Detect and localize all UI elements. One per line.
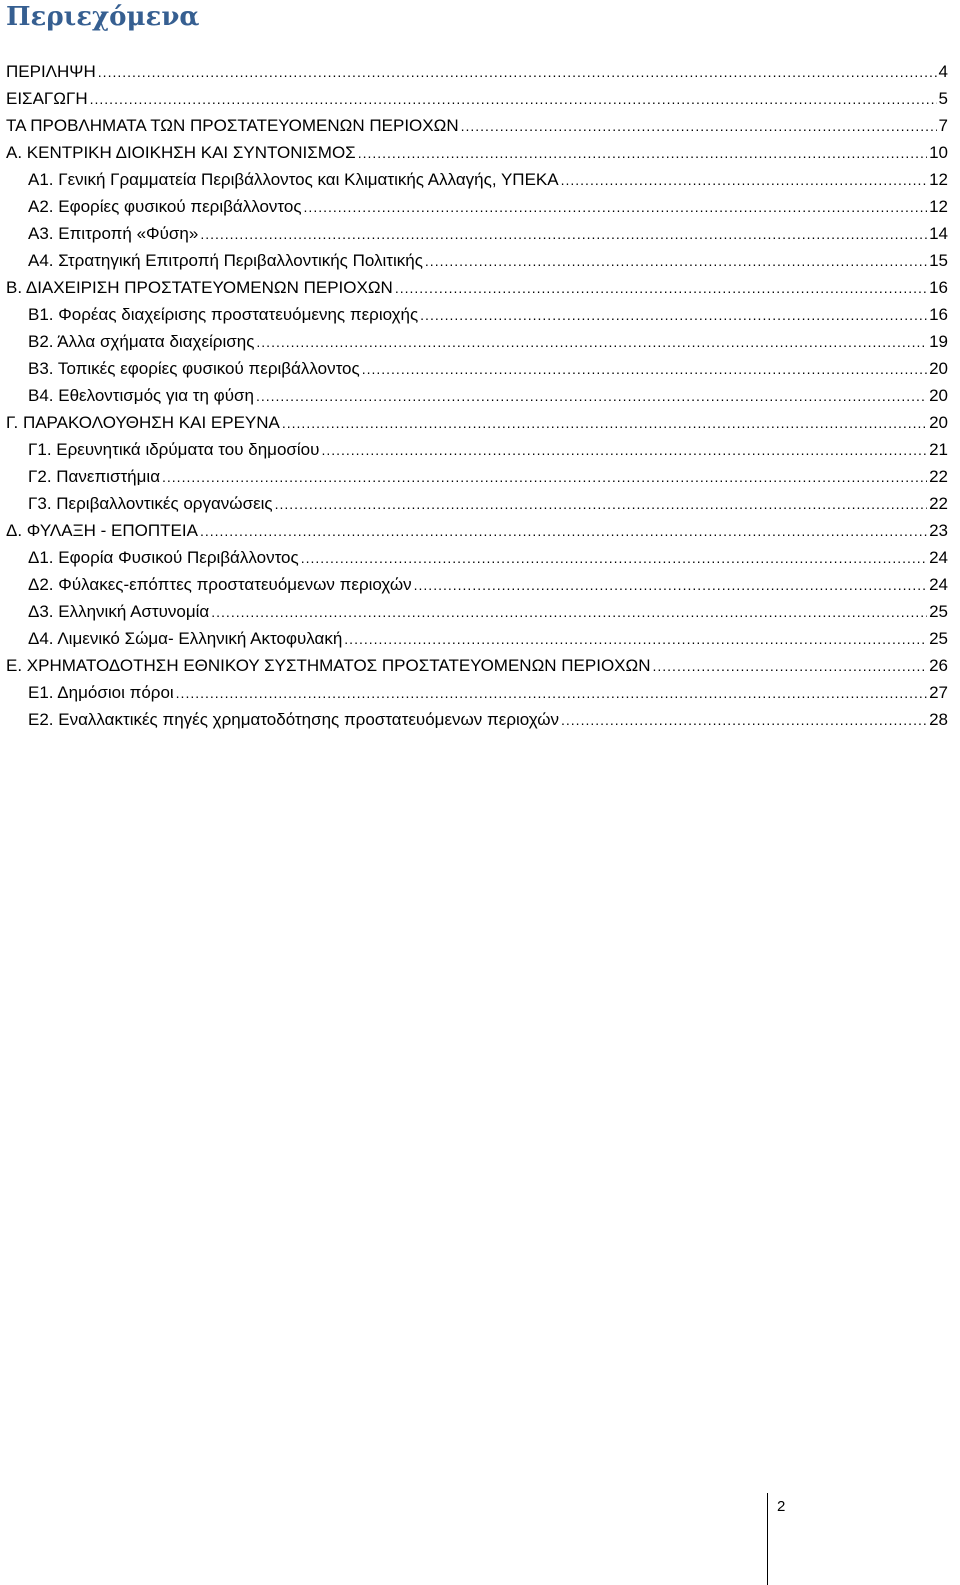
toc-entry[interactable]: [6, 301, 948, 328]
toc-entry-page-number[interactable]: 15: [929, 251, 948, 270]
toc-entry-page-number[interactable]: 21: [929, 440, 948, 459]
toc-entry-label[interactable]: Ε1. Δημόσιοι πόροι: [28, 683, 174, 702]
toc-entry[interactable]: [6, 517, 948, 544]
toc-entry-page-number[interactable]: 28: [929, 710, 948, 729]
toc-entry[interactable]: [6, 193, 948, 220]
dot-leader: [461, 113, 937, 140]
dot-leader: [653, 653, 928, 680]
toc-entry-page-number[interactable]: 25: [929, 602, 948, 621]
toc-entry-label[interactable]: ΠΕΡΙΛΗΨΗ: [6, 62, 96, 81]
toc-entry[interactable]: [6, 328, 948, 355]
toc-entry-page-number[interactable]: 19: [929, 332, 948, 351]
toc-entry[interactable]: [6, 706, 948, 733]
toc-entry[interactable]: [6, 409, 948, 436]
dot-leader: [200, 518, 927, 545]
dot-leader: [256, 383, 927, 410]
toc-entry-label[interactable]: ΤΑ ΠΡΟΒΛΗΜΑΤΑ ΤΩΝ ΠΡΟΣΤΑΤΕΥΟΜΕΝΩΝ ΠΕΡΙΟΧΩΝ: [6, 116, 459, 135]
toc-entry-label[interactable]: Β3. Τοπικές εφορίες φυσικού περιβάλλοντος: [28, 359, 360, 378]
toc-entry-page-number[interactable]: 26: [929, 656, 948, 675]
toc-entry-label[interactable]: Δ. ΦΥΛΑΞΗ - ΕΠΟΠΤΕΙΑ: [6, 521, 198, 540]
toc-entry-page-number[interactable]: 20: [929, 413, 948, 432]
toc-entry-page-number[interactable]: 4: [938, 62, 948, 81]
toc-entry[interactable]: [6, 625, 948, 652]
toc-entry-page-number[interactable]: 23: [929, 521, 948, 540]
toc-entry-label[interactable]: ΕΙΣΑΓΩΓΗ: [6, 89, 88, 108]
dot-leader: [358, 140, 927, 167]
toc-entry-label[interactable]: Α2. Εφορίες φυσικού περιβάλλοντος: [28, 197, 302, 216]
dot-leader: [301, 545, 927, 572]
toc-entry[interactable]: [6, 85, 948, 112]
toc-entry-label[interactable]: Α. ΚΕΝΤΡΙΚΗ ΔΙΟΙΚΗΣΗ ΚΑΙ ΣΥΝΤΟΝΙΣΜΟΣ: [6, 143, 356, 162]
dot-leader: [561, 707, 927, 734]
toc-entry[interactable]: [6, 544, 948, 571]
table-of-contents: [6, 58, 948, 733]
toc-entry[interactable]: [6, 679, 948, 706]
toc-entry[interactable]: [6, 274, 948, 301]
toc-entry-page-number[interactable]: 27: [929, 683, 948, 702]
toc-entry-page-number[interactable]: 22: [929, 494, 948, 513]
toc-entry[interactable]: [6, 382, 948, 409]
toc-entry-page-number[interactable]: 20: [929, 359, 948, 378]
toc-entry[interactable]: [6, 166, 948, 193]
dot-leader: [90, 86, 937, 113]
toc-entry-label[interactable]: Γ2. Πανεπιστήμια: [28, 467, 161, 486]
toc-entry[interactable]: [6, 58, 948, 85]
dot-leader: [395, 275, 927, 302]
toc-entry-page-number[interactable]: 7: [938, 116, 948, 135]
dot-leader: [561, 167, 927, 194]
dot-leader: [256, 329, 927, 356]
toc-entry-page-number[interactable]: 10: [929, 143, 948, 162]
dot-leader: [275, 491, 927, 518]
dot-leader: [200, 221, 927, 248]
toc-entry-label[interactable]: Δ4. Λιμενικό Σώμα- Ελληνική Ακτοφυλακή: [28, 629, 343, 648]
toc-entry-page-number[interactable]: 25: [929, 629, 948, 648]
toc-entry-label[interactable]: Ε. ΧΡΗΜΑΤΟΔΟΤΗΣΗ ΕΘΝΙΚΟΥ ΣΥΣΤΗΜΑΤΟΣ ΠΡΟΣΤΑΤΕΥΟΜΕΝΩΝ ΠΕΡΙΟΧΩΝ: [6, 656, 651, 675]
toc-heading: Περιεχόμενα: [6, 2, 200, 32]
toc-entry-page-number[interactable]: 14: [929, 224, 948, 243]
toc-entry[interactable]: [6, 490, 948, 517]
dot-leader: [420, 302, 927, 329]
toc-entry[interactable]: [6, 355, 948, 382]
toc-entry-label[interactable]: Δ3. Ελληνική Αστυνομία: [28, 602, 210, 621]
toc-entry[interactable]: [6, 112, 948, 139]
toc-entry[interactable]: [6, 598, 948, 625]
toc-entry-label[interactable]: Α1. Γενική Γραμματεία Περιβάλλοντος και Κλιματικής Αλλαγής, ΥΠΕΚΑ: [28, 170, 559, 189]
dot-leader: [162, 464, 927, 491]
toc-entry-label[interactable]: Γ. ΠΑΡΑΚΟΛΟΥΘΗΣΗ ΚΑΙ ΕΡΕΥΝΑ: [6, 413, 280, 432]
toc-entry-page-number[interactable]: 20: [929, 386, 948, 405]
toc-entry-page-number[interactable]: 16: [929, 278, 948, 297]
toc-entry-label[interactable]: Β. ΔΙΑΧΕΙΡΙΣΗ ΠΡΟΣΤΑΤΕΥΟΜΕΝΩΝ ΠΕΡΙΟΧΩΝ: [6, 278, 393, 297]
dot-leader: [321, 437, 927, 464]
toc-entry-label[interactable]: Ε2. Εναλλακτικές πηγές χρηματοδότησης προστατευόμενων περιοχών: [28, 710, 560, 729]
toc-entry-label[interactable]: Α3. Επιτροπή «Φύση»: [28, 224, 199, 243]
dot-leader: [304, 194, 928, 221]
toc-entry-page-number[interactable]: 5: [938, 89, 948, 108]
toc-entry[interactable]: [6, 571, 948, 598]
toc-entry-label[interactable]: Δ2. Φύλακες-επόπτες προστατευόμενων περιοχών: [28, 575, 412, 594]
dot-leader: [344, 626, 927, 653]
toc-entry-label[interactable]: Β1. Φορέας διαχείρισης προστατευόμενης περιοχής: [28, 305, 419, 324]
dot-leader: [282, 410, 927, 437]
toc-entry-label[interactable]: Γ1. Ερευνητικά ιδρύματα του δημοσίου: [28, 440, 320, 459]
dot-leader: [98, 59, 937, 86]
toc-entry-label[interactable]: Δ1. Εφορία Φυσικού Περιβάλλοντος: [28, 548, 299, 567]
toc-entry-page-number[interactable]: 12: [929, 170, 948, 189]
page-number: 2: [777, 1498, 786, 1515]
footer-divider: [767, 1493, 768, 1585]
toc-entry[interactable]: [6, 463, 948, 490]
toc-entry[interactable]: [6, 139, 948, 166]
toc-entry[interactable]: [6, 220, 948, 247]
toc-entry-label[interactable]: Γ3. Περιβαλλοντικές οργανώσεις: [28, 494, 273, 513]
dot-leader: [362, 356, 927, 383]
dot-leader: [414, 572, 927, 599]
toc-entry-page-number[interactable]: 24: [929, 548, 948, 567]
toc-entry[interactable]: [6, 436, 948, 463]
dot-leader: [211, 599, 927, 626]
toc-entry-label[interactable]: Β4. Εθελοντισμός για τη φύση: [28, 386, 254, 405]
dot-leader: [425, 248, 927, 275]
dot-leader: [176, 680, 927, 707]
toc-entry-label[interactable]: Α4. Στρατηγική Επιτροπή Περιβαλλοντικής Πολιτικής: [28, 251, 423, 270]
toc-entry-page-number[interactable]: 24: [929, 575, 948, 594]
toc-entry-page-number[interactable]: 16: [929, 305, 948, 324]
toc-entry[interactable]: [6, 652, 948, 679]
toc-entry-page-number[interactable]: 12: [929, 197, 948, 216]
toc-entry-label[interactable]: Β2. Άλλα σχήματα διαχείρισης: [28, 332, 255, 351]
toc-entry[interactable]: [6, 247, 948, 274]
toc-entry-page-number[interactable]: 22: [929, 467, 948, 486]
